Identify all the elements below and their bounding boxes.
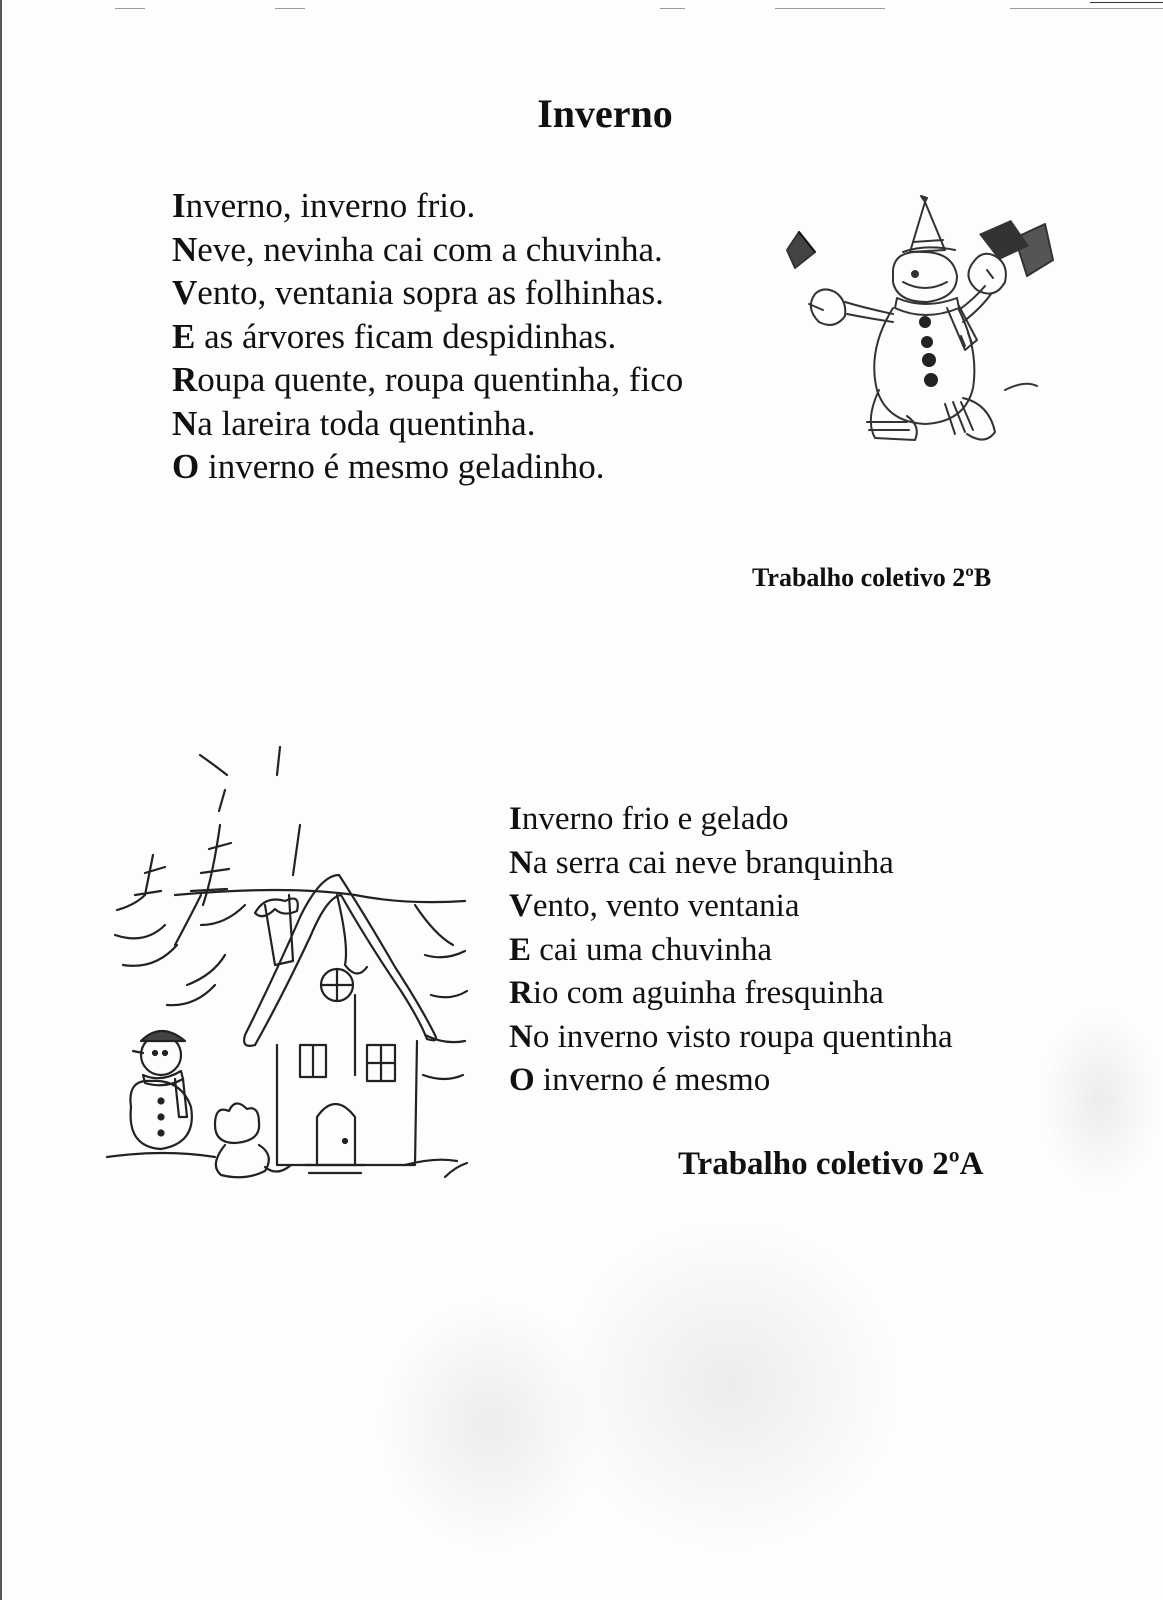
poem-line-text: as árvores ficam despidinhas. [195, 316, 617, 356]
acrostic-initial: N [509, 1018, 533, 1055]
poem-line [509, 842, 953, 886]
credit-2a: Trabalho coletivo 2ºA [678, 1146, 984, 1182]
poem-line-text: inverno é mesmo geladinho. [199, 447, 605, 486]
poem-line-text: cai uma chuvinha [531, 931, 773, 968]
page-title: Inverno [537, 91, 673, 136]
acrostic-initial: N [172, 229, 198, 269]
acrostic-initial: E [509, 931, 532, 968]
scan-mark [660, 8, 685, 9]
poem-line [509, 1059, 953, 1103]
poem-line [509, 929, 953, 973]
acrostic-initial: V [172, 273, 198, 312]
poem-line-text: nverno, inverno frio. [185, 186, 476, 225]
scan-edge [0, 0, 2, 1600]
acrostic-initial: N [172, 403, 198, 443]
scan-mark [275, 8, 305, 9]
acrostic-initial: O [509, 1062, 535, 1098]
scan-mark [775, 8, 885, 9]
poem-line-text: a serra cai neve branquinha [532, 844, 894, 881]
scan-mark [1010, 8, 1163, 9]
poem-line-text: inverno é mesmo [534, 1062, 771, 1098]
poem-line [172, 315, 683, 359]
poem-line [509, 885, 953, 929]
poem-line [509, 1016, 953, 1060]
snowman-icon [775, 190, 1065, 470]
acrostic-initial: N [509, 844, 533, 881]
acrostic-initial: R [172, 360, 198, 399]
snowy-house-icon [105, 745, 485, 1215]
acrostic-initial: I [509, 801, 522, 837]
poem-line-text: ento, ventania sopra as folhinhas. [197, 273, 664, 312]
acrostic-initial: V [509, 888, 533, 924]
poem-line [172, 358, 683, 402]
poem-line-text: nverno frio e gelado [521, 801, 789, 837]
scan-mark [115, 8, 145, 9]
scan-mark [1090, 2, 1163, 3]
poem-line-text: o inverno visto roupa quentinha [532, 1018, 953, 1055]
poem-line-text: eve, nevinha cai com a chuvinha. [197, 229, 663, 269]
poem-line [172, 184, 683, 228]
scan-noise [560, 1220, 900, 1550]
poem-line [172, 402, 683, 446]
poem-line-text: oupa quente, roupa quentinha, fico [197, 360, 684, 399]
poem-line [509, 798, 953, 842]
scan-noise [1040, 1010, 1160, 1190]
poem-2b [172, 184, 683, 489]
poem-line [172, 228, 683, 272]
credit-2b: Trabalho coletivo 2ºB [752, 563, 992, 592]
poem-line-text: io com aguinha fresquinha [532, 975, 884, 1011]
poem-line-text: ento, vento ventania [532, 888, 800, 924]
acrostic-initial: O [172, 447, 200, 486]
poem-line [509, 972, 953, 1016]
acrostic-initial: E [172, 316, 196, 356]
poem-line-text: a lareira toda quentinha. [197, 403, 536, 443]
acrostic-initial: R [509, 975, 533, 1011]
poem-line [172, 271, 683, 315]
acrostic-initial: I [172, 186, 186, 225]
poem-2a [509, 798, 953, 1103]
scan-noise [380, 1300, 600, 1550]
poem-line [172, 445, 683, 489]
